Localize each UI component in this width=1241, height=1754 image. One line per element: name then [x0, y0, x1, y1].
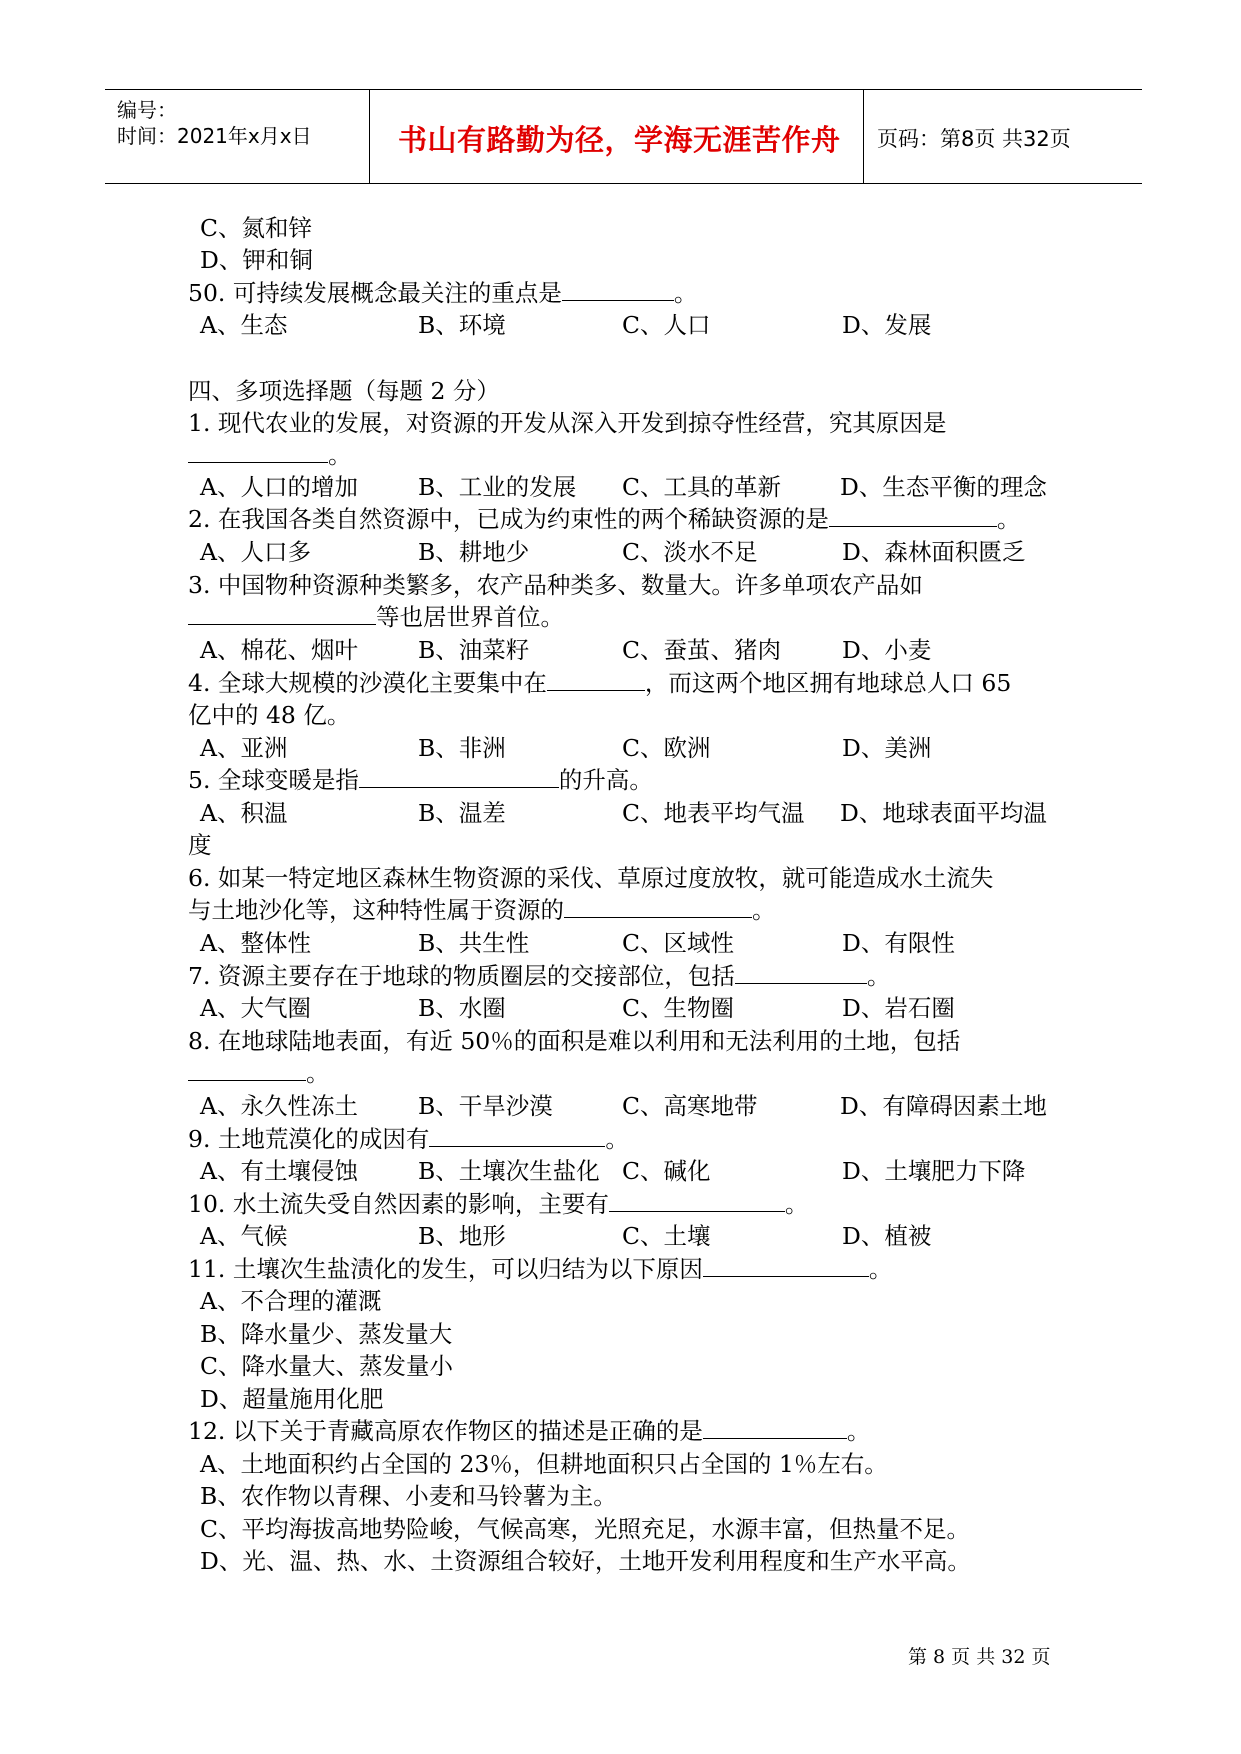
question-4-stem: 4. 全球大规模的沙漠化主要集中在 ，而这两个地区拥有地球总人口 65	[188, 669, 1012, 697]
option-d-wrap: 度	[188, 831, 212, 859]
option-d: D、地球表面平均温	[840, 799, 1047, 827]
option-d: D、植被	[842, 1222, 932, 1250]
answer-blank	[564, 895, 752, 918]
option-c: C、蚕茧、猪肉	[622, 636, 781, 664]
option-a: A、气候	[200, 1222, 288, 1250]
answer-blank	[188, 1058, 306, 1081]
option-a: A、人口多	[200, 538, 311, 566]
answer-blank	[188, 440, 328, 463]
answer-blank	[547, 668, 645, 691]
option-d: D、土壤肥力下降	[842, 1157, 1026, 1185]
option-b: B、非洲	[418, 734, 506, 762]
answer-blank	[429, 1124, 605, 1147]
answer-blank	[562, 278, 674, 301]
option-c: C、降水量大、蒸发量小	[200, 1352, 453, 1380]
section-title: 四、多项选择题（每题 2 分）	[188, 377, 500, 405]
question-5-stem: 5. 全球变暖是指 的升高。	[188, 766, 653, 794]
option-d: D、森林面积匮乏	[842, 538, 1026, 566]
option-a: A、人口的增加	[200, 473, 358, 501]
option-c: C、地表平均气温	[622, 799, 805, 827]
header-meta-cell	[105, 90, 370, 183]
option-c: C、区域性	[622, 929, 734, 957]
question-2-stem: 2. 在我国各类自然资源中，已成为约束性的两个稀缺资源的是 。	[188, 505, 1021, 533]
option-d: D、发展	[842, 311, 932, 339]
option-d: D、生态平衡的理念	[840, 473, 1047, 501]
question-8-line2: 。	[188, 1058, 330, 1088]
option-b: B、农作物以青稞、小麦和马铃薯为主。	[200, 1482, 617, 1510]
motto: 书山有路勤为径，学海无涯苦作舟	[398, 123, 841, 157]
question-6-stem: 6. 如某一特定地区森林生物资源的采伐、草原过度放牧，就可能造成水土流失	[188, 864, 994, 892]
question-50-text: 50. 可持续发展概念最关注的重点是	[188, 279, 562, 307]
option-d: D、小麦	[842, 636, 932, 664]
question-9-stem: 9. 土地荒漠化的成因有 。	[188, 1125, 629, 1153]
option-a: A、棉花、烟叶	[200, 636, 358, 664]
option-b: B、环境	[418, 311, 506, 339]
option-b: B、降水量少、蒸发量大	[200, 1320, 453, 1348]
option-a: A、永久性冻土	[200, 1092, 358, 1120]
page-label: 页码：第8页 共32页	[877, 127, 1071, 151]
question-7-stem: 7. 资源主要存在于地球的物质圈层的交接部位，包括 。	[188, 962, 891, 990]
option-d: D、有限性	[842, 929, 955, 957]
option-b: B、共生性	[418, 929, 530, 957]
option-b: B、水圈	[418, 994, 506, 1022]
answer-blank	[188, 602, 376, 625]
option-c: C、工具的革新	[622, 473, 781, 501]
page-header	[105, 89, 1142, 184]
option-d: D、超量施用化肥	[200, 1385, 384, 1413]
option-d: D、美洲	[842, 734, 932, 762]
option-c: C、土壤	[622, 1222, 711, 1250]
option-a: A、整体性	[200, 929, 311, 957]
option-d: D、有障碍因素土地	[840, 1092, 1047, 1120]
answer-blank	[829, 504, 997, 527]
option-b: B、干旱沙漠	[418, 1092, 553, 1120]
header-motto-cell	[370, 90, 864, 183]
option-c: C、高寒地带	[622, 1092, 758, 1120]
question-10-stem: 10. 水土流失受自然因素的影响，主要有 。	[188, 1190, 809, 1218]
answer-blank	[703, 1416, 847, 1439]
option-c: C、碱化	[622, 1157, 711, 1185]
answer-blank	[359, 765, 559, 788]
question-1-stem: 1. 现代农业的发展，对资源的开发从深入开发到掠夺性经营，究其原因是	[188, 409, 947, 437]
option-a: A、大气圈	[200, 994, 311, 1022]
question-12-stem: 12. 以下关于青藏高原农作物区的描述是正确的是 。	[188, 1417, 871, 1445]
option-b: B、温差	[418, 799, 506, 827]
answer-blank	[735, 961, 867, 984]
question-11-stem: 11. 土壤次生盐渍化的发生，可以归结为以下原因 。	[188, 1255, 893, 1283]
question-50-stem	[188, 278, 697, 308]
option-a: A、积温	[200, 799, 288, 827]
option-d: D、岩石圈	[842, 994, 955, 1022]
question-6-line2: 与土地沙化等，这种特性属于资源的 。	[188, 896, 776, 924]
option-a: A、土地面积约占全国的 23％，但耕地面积只占全国的 1％左右。	[200, 1450, 888, 1478]
question-3-line2: 等也居世界首位。	[188, 602, 564, 632]
option-d: D、光、温、热、水、土资源组合较好，土地开发利用程度和生产水平高。	[200, 1547, 971, 1575]
option-b: B、油菜籽	[418, 636, 530, 664]
option-d: D、钾和铜	[200, 246, 313, 274]
header-page-cell	[865, 90, 1142, 183]
question-1-line2: 。	[188, 440, 352, 470]
option-b: B、工业的发展	[418, 473, 577, 501]
page-footer: 第 8 页 共 32 页	[908, 1646, 1051, 1668]
option-a: A、亚洲	[200, 734, 288, 762]
option-c: C、生物圈	[622, 994, 734, 1022]
option-b: B、耕地少	[418, 538, 530, 566]
option-b: B、土壤次生盐化	[418, 1157, 600, 1185]
option-c: C、淡水不足	[622, 538, 758, 566]
option-b: B、地形	[418, 1222, 506, 1250]
number-label: 编号：	[117, 98, 177, 122]
time-label: 时间：2021年x月x日	[117, 124, 312, 148]
option-c: C、平均海拔高地势险峻，气候高寒，光照充足，水源丰富，但热量不足。	[200, 1515, 970, 1543]
question-3-stem: 3. 中国物种资源种类繁多，农产品种类多、数量大。许多单项农产品如	[188, 571, 923, 599]
option-a: A、生态	[200, 311, 288, 339]
answer-blank	[609, 1189, 785, 1212]
question-8-stem: 8. 在地球陆地表面，有近 50％的面积是难以利用和无法利用的土地，包括	[188, 1027, 961, 1055]
option-c: C、人口	[622, 311, 711, 339]
option-c: C、氮和锌	[200, 214, 312, 242]
option-c: C、欧洲	[622, 734, 711, 762]
question-4-line2: 亿中的 48 亿。	[188, 701, 351, 729]
question-50-end: 。	[673, 279, 698, 307]
answer-blank	[703, 1254, 869, 1277]
option-a: A、不合理的灌溉	[200, 1287, 382, 1315]
option-a: A、有土壤侵蚀	[200, 1157, 358, 1185]
